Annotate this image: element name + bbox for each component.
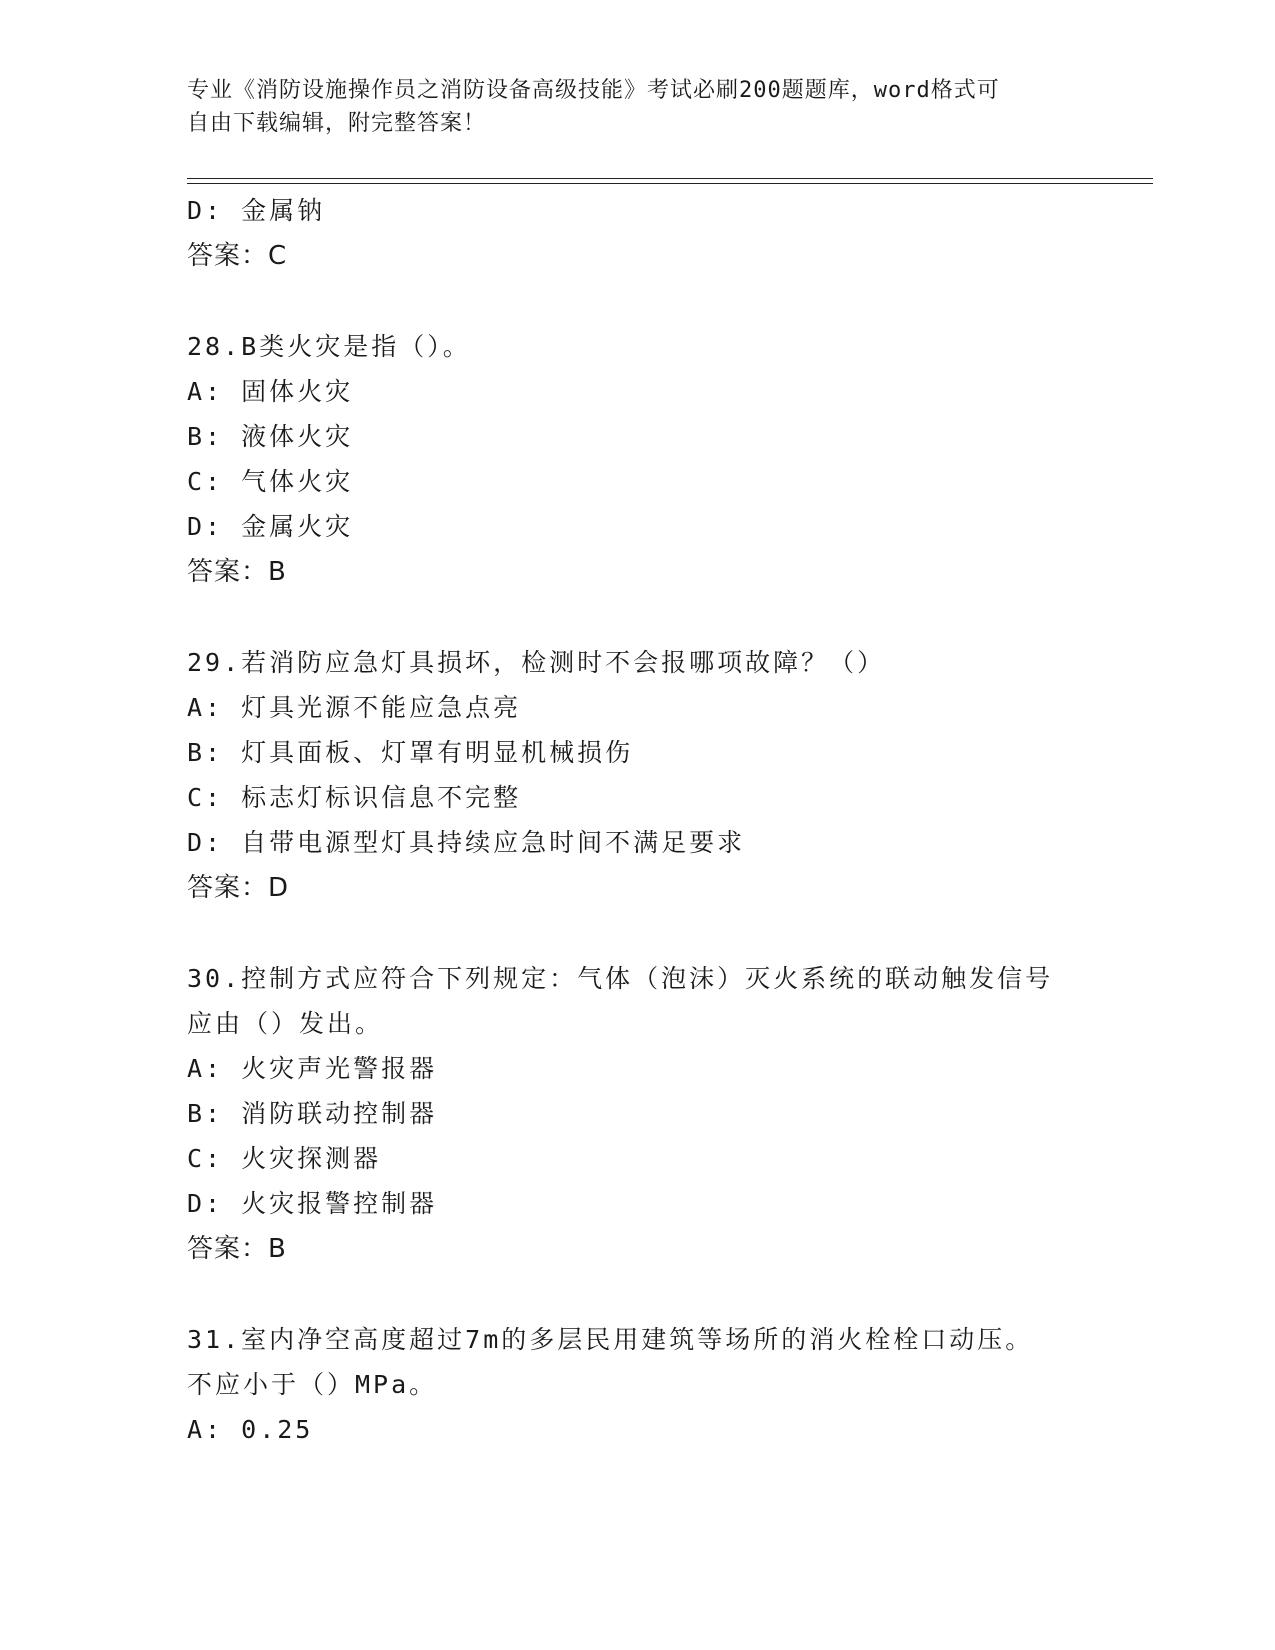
answer-line: 答案：B (187, 557, 287, 587)
option-a: A: 固体火灾 (187, 377, 354, 406)
header-divider-bottom (187, 183, 1153, 184)
header-line-2: 自由下载编辑，附完整答案！ (187, 111, 487, 136)
spacer (187, 1272, 1087, 1317)
question-stem-continued: 不应小于（）MPa。 (187, 1370, 438, 1399)
option-c: C: 火灾探测器 (187, 1144, 382, 1173)
question-31 (187, 1317, 1087, 1452)
answer-line: 答案：C (187, 241, 288, 271)
spacer (187, 279, 1087, 324)
question-stem: 30.控制方式应符合下列规定：气体（泡沫）灭火系统的联动触发信号 (187, 964, 1054, 993)
question-28 (187, 324, 1087, 595)
option-a: A: 灯具光源不能应急点亮 (187, 693, 522, 722)
spacer (187, 911, 1087, 956)
option-b: B: 液体火灾 (187, 422, 354, 451)
option-d: D: 火灾报警控制器 (187, 1189, 438, 1218)
option-c: C: 标志灯标识信息不完整 (187, 783, 522, 812)
header-divider-top (187, 178, 1153, 179)
question-27-fragment (187, 188, 1087, 279)
question-stem: 31.室内净空高度超过7m的多层民用建筑等场所的消火栓栓口动压。 (187, 1325, 1034, 1354)
option-d: D: 金属火灾 (187, 512, 354, 541)
document-header (187, 74, 1067, 140)
question-30 (187, 956, 1087, 1272)
option-a: A: 0.25 (187, 1415, 314, 1444)
option-d: D: 自带电源型灯具持续应急时间不满足要求 (187, 828, 746, 857)
option-b: B: 消防联动控制器 (187, 1099, 438, 1128)
option-c: C: 气体火灾 (187, 467, 354, 496)
option-b: B: 灯具面板、灯罩有明显机械损伤 (187, 738, 634, 767)
spacer (187, 595, 1087, 640)
question-stem-continued: 应由（）发出。 (187, 1009, 384, 1038)
answer-line: 答案：B (187, 1234, 287, 1264)
option-a: A: 火灾声光警报器 (187, 1054, 438, 1083)
question-stem: 28.B类火灾是指（）。 (187, 332, 471, 361)
option-d: D: 金属钠 (187, 196, 326, 225)
question-29 (187, 640, 1087, 911)
answer-line: 答案：D (187, 873, 290, 903)
header-line-1: 专业《消防设施操作员之消防设备高级技能》考试必刷200题题库，word格式可 (187, 78, 1000, 103)
question-stem: 29.若消防应急灯具损坏，检测时不会报哪项故障？（） (187, 648, 886, 677)
document-body (187, 188, 1087, 1452)
